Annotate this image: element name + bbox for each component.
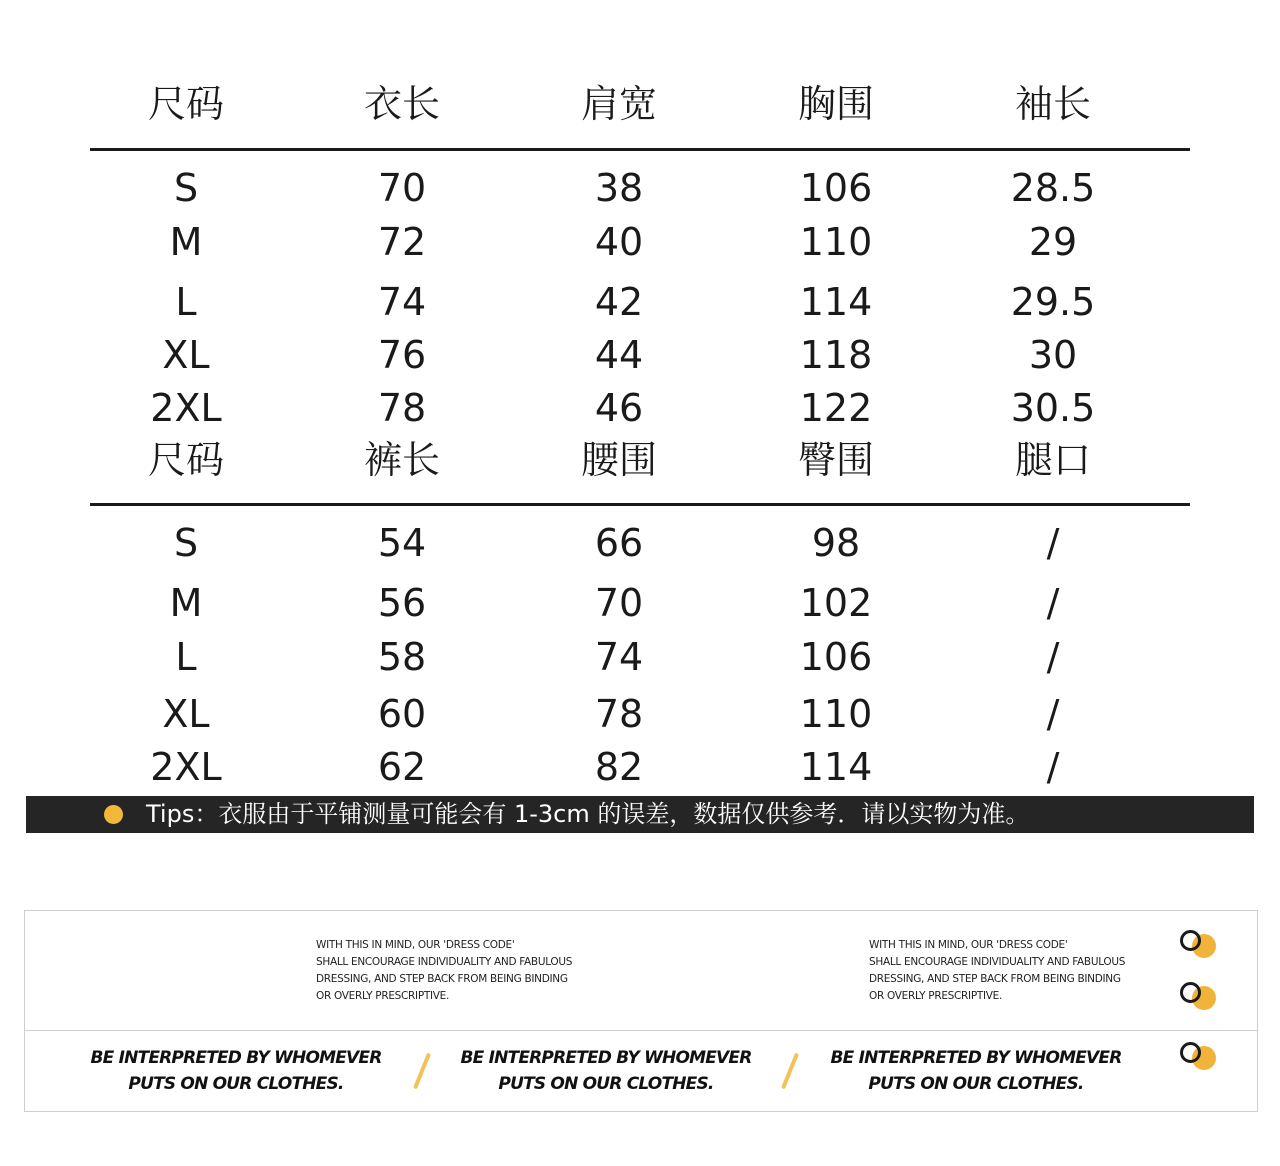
table-cell: / — [1046, 692, 1060, 736]
table-row — [90, 327, 1190, 383]
table-cell: 114 — [799, 745, 873, 789]
table-row — [90, 274, 1190, 330]
table-cell: L — [175, 635, 197, 679]
slogan-2: BE INTERPRETED BY WHOMEVER PUTS ON OUR CLOTHES. — [460, 1048, 752, 1094]
table-row — [90, 214, 1190, 270]
table-cell: / — [1046, 581, 1060, 625]
tips-text: Tips：衣服由于平铺测量可能会有 1-3cm 的误差，数据仅供参考．请以实物为准。 — [146, 800, 1030, 828]
table-cell: 29.5 — [1010, 280, 1096, 324]
banner-copy-left: WITH THIS IN MIND, OUR 'DRESS CODE' SHALL ENCOURAGE INDIVIDUALITY AND FABULOUS DRESSING, AND STEP BACK FROM BEING BINDING OR OVERLY PRESCRIPTIVE. — [316, 939, 573, 1002]
table-cell: 70 — [594, 581, 644, 625]
table-cell: 110 — [799, 220, 873, 264]
bottom-header-row — [90, 432, 1190, 488]
table-cell: L — [175, 280, 197, 324]
table-cell: 62 — [377, 745, 427, 789]
table-cell: 76 — [377, 333, 427, 377]
column-header: 衣长 — [363, 82, 440, 126]
column-header: 胸围 — [797, 82, 874, 126]
table-cell: 114 — [799, 280, 873, 324]
table-cell: 42 — [594, 280, 644, 324]
banner-copy-right: WITH THIS IN MIND, OUR 'DRESS CODE' SHALL ENCOURAGE INDIVIDUALITY AND FABULOUS DRESSING, AND STEP BACK FROM BEING BINDING OR OVERLY PRESCRIPTIVE. — [869, 939, 1126, 1002]
table-cell: / — [1046, 745, 1060, 789]
table-cell: 102 — [799, 581, 873, 625]
table-cell: M — [169, 581, 203, 625]
column-header: 裤长 — [363, 438, 440, 482]
bottom-header-divider — [90, 503, 1190, 506]
table-cell: 58 — [377, 635, 427, 679]
table-cell: 118 — [799, 333, 873, 377]
table-cell: 78 — [594, 692, 644, 736]
table-cell: 78 — [377, 386, 427, 430]
table-cell: 122 — [799, 386, 873, 430]
tips-bullet-dot — [104, 805, 123, 824]
table-cell: 30.5 — [1010, 386, 1096, 430]
table-cell: S — [173, 166, 199, 210]
table-cell: 98 — [811, 521, 861, 565]
table-cell: 29 — [1028, 220, 1078, 264]
table-row — [90, 575, 1190, 631]
table-cell: 2XL — [150, 745, 222, 789]
table-row — [90, 380, 1190, 436]
table-cell: 28.5 — [1010, 166, 1096, 210]
table-cell: 74 — [377, 280, 427, 324]
table-cell: 30 — [1028, 333, 1078, 377]
column-header: 尺码 — [147, 438, 224, 482]
ring-dot-icon — [1180, 928, 1224, 962]
table-cell: XL — [162, 333, 210, 377]
column-header: 腿口 — [1014, 438, 1091, 482]
table-cell: 56 — [377, 581, 427, 625]
table-row — [90, 629, 1190, 685]
table-row — [90, 515, 1190, 571]
ring-dot-icon — [1180, 1040, 1224, 1074]
table-cell: 44 — [594, 333, 644, 377]
top-header-row — [90, 76, 1190, 132]
table-cell: 60 — [377, 692, 427, 736]
table-row — [90, 160, 1190, 216]
table-cell: XL — [162, 692, 210, 736]
ring-dot-icon — [1180, 980, 1224, 1014]
slogan-3: BE INTERPRETED BY WHOMEVER PUTS ON OUR CLOTHES. — [830, 1048, 1122, 1094]
table-cell: 82 — [594, 745, 644, 789]
table-cell: 72 — [377, 220, 427, 264]
table-cell: 2XL — [150, 386, 222, 430]
table-cell: 106 — [799, 166, 873, 210]
column-header: 臀围 — [797, 438, 874, 482]
table-cell: 66 — [594, 521, 644, 565]
table-cell: 110 — [799, 692, 873, 736]
table-cell: S — [173, 521, 199, 565]
table-cell: M — [169, 220, 203, 264]
table-cell: 46 — [594, 386, 644, 430]
table-cell: 106 — [799, 635, 873, 679]
table-cell: 70 — [377, 166, 427, 210]
top-header-divider — [90, 148, 1190, 151]
table-cell: 38 — [594, 166, 644, 210]
column-header: 袖长 — [1014, 82, 1091, 126]
slogan-1: BE INTERPRETED BY WHOMEVER PUTS ON OUR CLOTHES. — [90, 1048, 382, 1094]
table-row — [90, 686, 1190, 742]
banner-divider — [24, 1030, 1258, 1031]
table-cell: 54 — [377, 521, 427, 565]
table-cell: / — [1046, 521, 1060, 565]
column-header: 尺码 — [147, 82, 224, 126]
table-row — [90, 739, 1190, 795]
table-cell: / — [1046, 635, 1060, 679]
table-cell: 74 — [594, 635, 644, 679]
column-header: 腰围 — [580, 438, 657, 482]
column-header: 肩宽 — [580, 82, 657, 126]
table-cell: 40 — [594, 220, 644, 264]
